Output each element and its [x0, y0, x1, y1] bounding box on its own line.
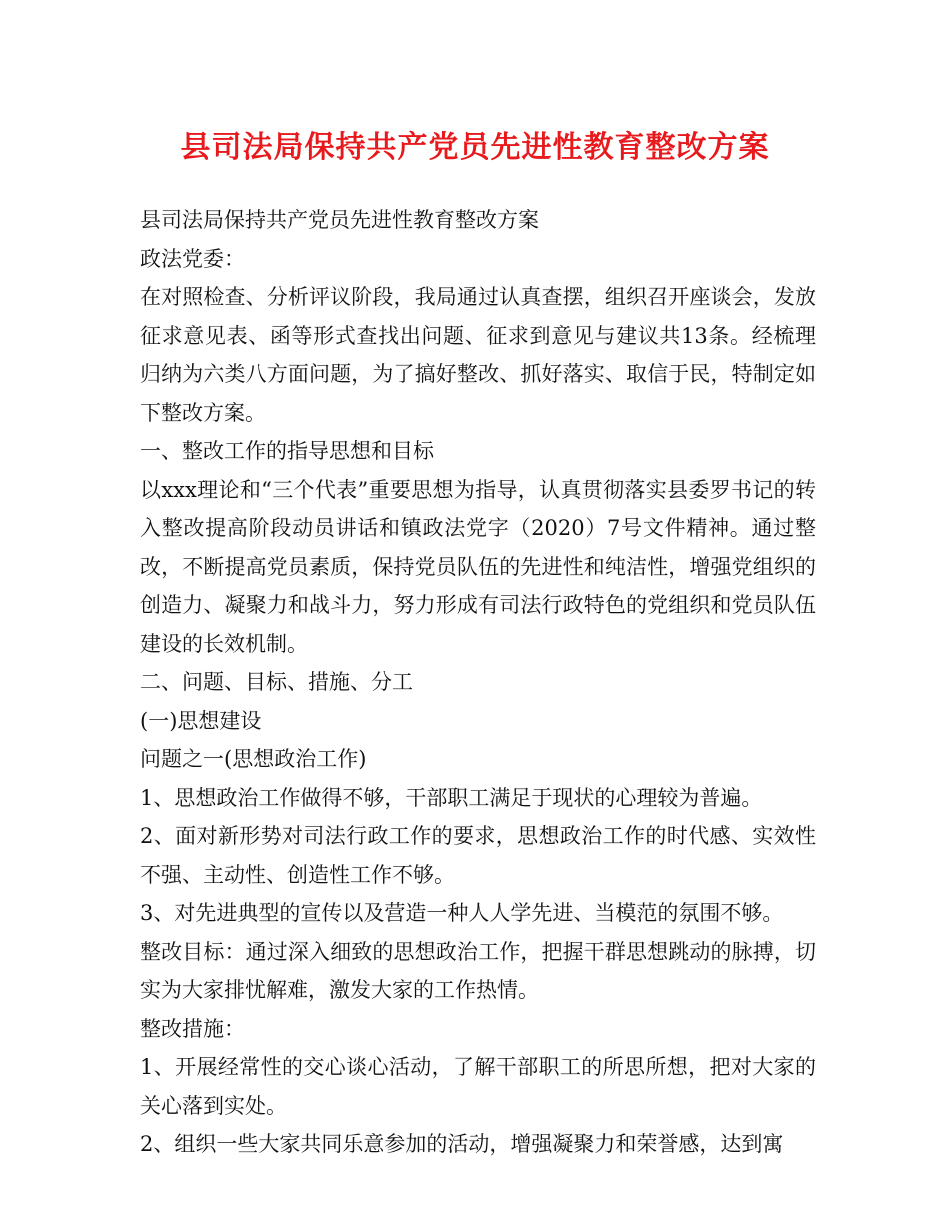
paragraph-repeat-title: 县司法局保持共产党员先进性教育整改方案 — [140, 208, 539, 232]
list-item-problem-2: 2、面对新形势对司法行政工作的要求，思想政治工作的时代感、实效性不强、主动性、创造性工作不够。 — [140, 824, 816, 887]
heading-problems-goals: 二、问题、目标、措施、分工 — [140, 670, 413, 694]
list-item-measure-1: 1、开展经常性的交心谈心活动，了解干部职工的所思所想，把对大家的关心落到实处。 — [140, 1055, 816, 1118]
list-item-problem-1: 1、思想政治工作做得不够，干部职工满足于现状的心理较为普遍。 — [140, 785, 763, 810]
paragraph-rectification-goal: 整改目标：通过深入细致的思想政治工作，把握干群思想跳动的脉搏，切实为大家排忧解难，激发大家的工作热情。 — [140, 939, 816, 1002]
subheading-ideological: (一)思想建设 — [140, 708, 262, 733]
paragraph-addressee: 政法党委： — [140, 246, 245, 271]
list-item-measure-2: 2、组织一些大家共同乐意参加的活动，增强凝聚力和荣誉感，达到寓 — [140, 1132, 784, 1156]
subheading-problem-one: 问题之一(思想政治工作) — [140, 747, 367, 771]
document-title: 县司法局保持共产党员先进性教育整改方案 — [180, 130, 770, 165]
list-item-problem-3: 3、对先进典型的宣传以及营造一种人人学先进、当模范的氛围不够。 — [140, 901, 784, 925]
paragraph-intro: 在对照检查、分析评议阶段，我局通过认真查摆，组织召开座谈会，发放征求意见表、函等形式查找出问题、征求到意见与建议共13条。经梳理归纳为六类八方面问题，为了搞好整改、抓好落实、取信于民，特制定如下整改方案。 — [140, 285, 816, 425]
document-body — [140, 201, 816, 1164]
heading-guiding-principle: 一、整改工作的指导思想和目标 — [140, 439, 434, 463]
subheading-measures: 整改措施： — [140, 1016, 245, 1041]
paragraph-guiding-principle: 以xxx理论和“三个代表”重要思想为指导，认真贯彻落实县委罗书记的转入整改提高阶段动员讲话和镇政法党字（2020）7号文件精神。通过整改，不断提高党员素质，保持党员队伍的先进性和纯洁性，增强党组织的创造力、凝聚力和战斗力，努力形成有司法行政特色的党组织和党员队伍建设的长效机制。 — [140, 477, 816, 656]
